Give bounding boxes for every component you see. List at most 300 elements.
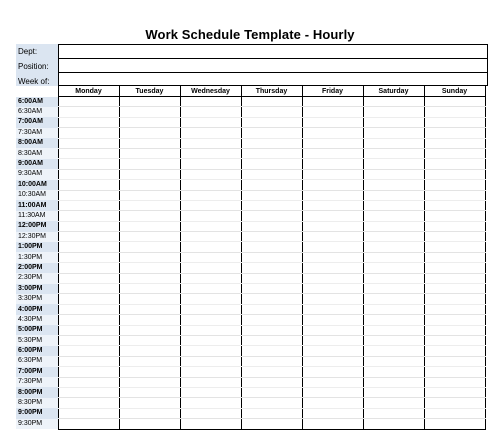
schedule-cell-monday[interactable] — [58, 419, 119, 429]
time-row — [16, 325, 485, 335]
schedule-cell-monday[interactable] — [58, 117, 119, 127]
schedule-cell-sunday[interactable] — [424, 169, 485, 179]
schedule-cell-saturday[interactable] — [363, 263, 424, 273]
schedule-cell-saturday[interactable] — [363, 232, 424, 242]
schedule-cell-sunday[interactable] — [424, 252, 485, 262]
time-row — [16, 128, 485, 138]
schedule-cell-friday[interactable] — [302, 148, 363, 158]
schedule-cell-monday[interactable] — [58, 97, 119, 107]
schedule-cell-sunday[interactable] — [424, 190, 485, 200]
schedule-cell-sunday[interactable] — [424, 232, 485, 242]
schedule-cell-friday[interactable] — [302, 232, 363, 242]
time-label: 6:00AM — [16, 97, 58, 107]
schedule-cell-friday[interactable] — [302, 252, 363, 262]
schedule-cell-sunday[interactable] — [424, 117, 485, 127]
schedule-cell-sunday[interactable] — [424, 211, 485, 221]
schedule-cell-sunday[interactable] — [424, 263, 485, 273]
schedule-cell-friday[interactable] — [302, 346, 363, 356]
time-label: 3:00PM — [16, 284, 58, 294]
schedule-cell-saturday[interactable] — [363, 200, 424, 210]
schedule-cell-wednesday[interactable] — [180, 200, 241, 210]
schedule-cell-wednesday[interactable] — [180, 190, 241, 200]
schedule-cell-tuesday[interactable] — [119, 148, 180, 158]
schedule-cell-monday[interactable] — [58, 169, 119, 179]
time-row — [16, 159, 485, 169]
schedule-cell-thursday[interactable] — [241, 107, 302, 117]
page-title: Work Schedule Template - Hourly — [145, 27, 355, 42]
dept-field[interactable] — [58, 44, 488, 59]
time-label: 7:00PM — [16, 367, 58, 377]
schedule-cell-monday[interactable] — [58, 138, 119, 148]
time-label: 11:30AM — [16, 211, 58, 221]
time-row — [16, 419, 485, 429]
schedule-cell-monday[interactable] — [58, 211, 119, 221]
position-field[interactable] — [58, 58, 488, 73]
schedule-cell-monday[interactable] — [58, 232, 119, 242]
schedule-cell-sunday[interactable] — [424, 221, 485, 231]
schedule-cell-saturday[interactable] — [363, 107, 424, 117]
schedule-cell-sunday[interactable] — [424, 107, 485, 117]
schedule-cell-thursday[interactable] — [241, 304, 302, 314]
schedule-cell-monday[interactable] — [58, 398, 119, 408]
schedule-cell-wednesday[interactable] — [180, 284, 241, 294]
schedule-cell-saturday[interactable] — [363, 242, 424, 252]
schedule-cell-sunday[interactable] — [424, 408, 485, 418]
schedule-cell-monday[interactable] — [58, 346, 119, 356]
schedule-cell-wednesday[interactable] — [180, 138, 241, 148]
schedule-cell-tuesday[interactable] — [119, 315, 180, 325]
time-row — [16, 315, 485, 325]
schedule-cell-wednesday[interactable] — [180, 252, 241, 262]
schedule-cell-friday[interactable] — [302, 97, 363, 107]
schedule-cell-thursday[interactable] — [241, 242, 302, 252]
schedule-cell-friday[interactable] — [302, 284, 363, 294]
schedule-cell-tuesday[interactable] — [119, 169, 180, 179]
time-label: 9:00PM — [16, 408, 58, 418]
schedule-cell-tuesday[interactable] — [119, 346, 180, 356]
time-row — [16, 284, 485, 294]
schedule-cell-wednesday[interactable] — [180, 398, 241, 408]
schedule-cell-friday[interactable] — [302, 367, 363, 377]
schedule-cell-sunday[interactable] — [424, 294, 485, 304]
schedule-cell-thursday[interactable] — [241, 377, 302, 387]
schedule-cell-thursday[interactable] — [241, 180, 302, 190]
schedule-cell-friday[interactable] — [302, 304, 363, 314]
schedule-cell-friday[interactable] — [302, 263, 363, 273]
schedule-cell-friday[interactable] — [302, 315, 363, 325]
time-label: 9:30PM — [16, 419, 58, 429]
dept-label: Dept: — [16, 44, 58, 59]
schedule-cell-monday[interactable] — [58, 252, 119, 262]
schedule-cell-saturday[interactable] — [363, 97, 424, 107]
time-row — [16, 367, 485, 377]
schedule-cell-thursday[interactable] — [241, 128, 302, 138]
schedule-cell-monday[interactable] — [58, 377, 119, 387]
schedule-cell-wednesday[interactable] — [180, 304, 241, 314]
time-label: 6:00PM — [16, 346, 58, 356]
schedule-cell-tuesday[interactable] — [119, 387, 180, 397]
schedule-cell-wednesday[interactable] — [180, 408, 241, 418]
schedule-cell-sunday[interactable] — [424, 128, 485, 138]
schedule-cell-sunday[interactable] — [424, 377, 485, 387]
schedule-cell-tuesday[interactable] — [119, 200, 180, 210]
time-row — [16, 346, 485, 356]
time-label: 8:00PM — [16, 387, 58, 397]
day-header-tuesday: Tuesday — [119, 86, 180, 97]
schedule-cell-saturday[interactable] — [363, 356, 424, 366]
time-label: 2:30PM — [16, 273, 58, 283]
schedule-cell-wednesday[interactable] — [180, 315, 241, 325]
schedule-cell-thursday[interactable] — [241, 221, 302, 231]
schedule-cell-monday[interactable] — [58, 367, 119, 377]
schedule-cell-saturday[interactable] — [363, 325, 424, 335]
schedule-cell-thursday[interactable] — [241, 263, 302, 273]
schedule-cell-wednesday[interactable] — [180, 346, 241, 356]
schedule-cell-friday[interactable] — [302, 169, 363, 179]
schedule-cell-saturday[interactable] — [363, 211, 424, 221]
schedule-cell-monday[interactable] — [58, 128, 119, 138]
schedule-cell-wednesday[interactable] — [180, 97, 241, 107]
time-label: 8:30PM — [16, 398, 58, 408]
time-label: 10:00AM — [16, 180, 58, 190]
schedule-cell-sunday[interactable] — [424, 335, 485, 345]
time-label: 2:00PM — [16, 263, 58, 273]
schedule-cell-tuesday[interactable] — [119, 128, 180, 138]
day-header-friday: Friday — [302, 86, 363, 97]
schedule-cell-tuesday[interactable] — [119, 180, 180, 190]
time-label: 7:00AM — [16, 117, 58, 127]
time-row — [16, 398, 485, 408]
schedule-cell-wednesday[interactable] — [180, 221, 241, 231]
day-header-monday: Monday — [58, 86, 119, 97]
time-label: 10:30AM — [16, 190, 58, 200]
schedule-cell-monday[interactable] — [58, 356, 119, 366]
corner-cell — [16, 86, 58, 97]
schedule-cell-saturday[interactable] — [363, 346, 424, 356]
schedule-cell-thursday[interactable] — [241, 190, 302, 200]
schedule-cell-friday[interactable] — [302, 335, 363, 345]
schedule-cell-tuesday[interactable] — [119, 232, 180, 242]
schedule-cell-saturday[interactable] — [363, 335, 424, 345]
schedule-cell-sunday[interactable] — [424, 304, 485, 314]
schedule-cell-thursday[interactable] — [241, 408, 302, 418]
schedule-cell-tuesday[interactable] — [119, 242, 180, 252]
time-row — [16, 148, 485, 158]
schedule-cell-thursday[interactable] — [241, 252, 302, 262]
time-label: 8:00AM — [16, 138, 58, 148]
time-row — [16, 97, 485, 107]
schedule-cell-thursday[interactable] — [241, 398, 302, 408]
schedule-cell-thursday[interactable] — [241, 419, 302, 429]
schedule-cell-friday[interactable] — [302, 273, 363, 283]
time-row — [16, 138, 485, 148]
schedule-cell-wednesday[interactable] — [180, 117, 241, 127]
schedule-cell-friday[interactable] — [302, 128, 363, 138]
time-label: 6:30AM — [16, 107, 58, 117]
time-row — [16, 304, 485, 314]
schedule-cell-saturday[interactable] — [363, 138, 424, 148]
schedule-cell-tuesday[interactable] — [119, 159, 180, 169]
time-label: 9:30AM — [16, 169, 58, 179]
schedule-cell-wednesday[interactable] — [180, 335, 241, 345]
schedule-cell-friday[interactable] — [302, 325, 363, 335]
time-label: 7:30PM — [16, 377, 58, 387]
schedule-cell-friday[interactable] — [302, 159, 363, 169]
schedule-cell-thursday[interactable] — [241, 159, 302, 169]
schedule-cell-sunday[interactable] — [424, 200, 485, 210]
schedule-cell-tuesday[interactable] — [119, 408, 180, 418]
schedule-cell-sunday[interactable] — [424, 356, 485, 366]
time-row — [16, 294, 485, 304]
schedule-cell-friday[interactable] — [302, 419, 363, 429]
schedule-cell-wednesday[interactable] — [180, 169, 241, 179]
schedule-cell-wednesday[interactable] — [180, 294, 241, 304]
time-row — [16, 200, 485, 210]
schedule-cell-thursday[interactable] — [241, 294, 302, 304]
schedule-cell-friday[interactable] — [302, 408, 363, 418]
time-row — [16, 107, 485, 117]
schedule-cell-friday[interactable] — [302, 221, 363, 231]
schedule-cell-thursday[interactable] — [241, 387, 302, 397]
schedule-cell-sunday[interactable] — [424, 242, 485, 252]
schedule-cell-wednesday[interactable] — [180, 148, 241, 158]
schedule-cell-tuesday[interactable] — [119, 211, 180, 221]
schedule-cell-saturday[interactable] — [363, 304, 424, 314]
schedule-cell-friday[interactable] — [302, 211, 363, 221]
schedule-cell-friday[interactable] — [302, 398, 363, 408]
schedule-cell-monday[interactable] — [58, 408, 119, 418]
schedule-cell-saturday[interactable] — [363, 190, 424, 200]
schedule-cell-thursday[interactable] — [241, 148, 302, 158]
schedule-cell-thursday[interactable] — [241, 315, 302, 325]
schedule-cell-sunday[interactable] — [424, 159, 485, 169]
schedule-cell-tuesday[interactable] — [119, 263, 180, 273]
schedule-cell-tuesday[interactable] — [119, 335, 180, 345]
schedule-cell-saturday[interactable] — [363, 367, 424, 377]
time-label: 1:30PM — [16, 252, 58, 262]
schedule-cell-wednesday[interactable] — [180, 273, 241, 283]
schedule-cell-tuesday[interactable] — [119, 367, 180, 377]
schedule-cell-thursday[interactable] — [241, 232, 302, 242]
schedule-cell-tuesday[interactable] — [119, 356, 180, 366]
time-row — [16, 221, 485, 231]
schedule-cell-thursday[interactable] — [241, 346, 302, 356]
schedule-cell-sunday[interactable] — [424, 180, 485, 190]
schedule-cell-saturday[interactable] — [363, 221, 424, 231]
schedule-cell-monday[interactable] — [58, 221, 119, 231]
schedule-cell-tuesday[interactable] — [119, 221, 180, 231]
schedule-cell-sunday[interactable] — [424, 148, 485, 158]
time-row — [16, 180, 485, 190]
schedule-cell-tuesday[interactable] — [119, 97, 180, 107]
schedule-cell-wednesday[interactable] — [180, 180, 241, 190]
schedule-cell-friday[interactable] — [302, 356, 363, 366]
schedule-cell-tuesday[interactable] — [119, 190, 180, 200]
time-label: 8:30AM — [16, 148, 58, 158]
schedule-cell-wednesday[interactable] — [180, 242, 241, 252]
schedule-cell-monday[interactable] — [58, 107, 119, 117]
schedule-cell-monday[interactable] — [58, 315, 119, 325]
schedule-cell-saturday[interactable] — [363, 128, 424, 138]
time-label: 5:00PM — [16, 325, 58, 335]
schedule-cell-saturday[interactable] — [363, 408, 424, 418]
schedule-cell-thursday[interactable] — [241, 335, 302, 345]
schedule-cell-wednesday[interactable] — [180, 211, 241, 221]
schedule-cell-thursday[interactable] — [241, 356, 302, 366]
schedule-cell-monday[interactable] — [58, 335, 119, 345]
schedule-cell-friday[interactable] — [302, 138, 363, 148]
time-row — [16, 190, 485, 200]
schedule-cell-monday[interactable] — [58, 180, 119, 190]
schedule-cell-sunday[interactable] — [424, 325, 485, 335]
schedule-cell-saturday[interactable] — [363, 159, 424, 169]
schedule-cell-wednesday[interactable] — [180, 419, 241, 429]
schedule-cell-tuesday[interactable] — [119, 107, 180, 117]
time-row — [16, 211, 485, 221]
schedule-cell-monday[interactable] — [58, 284, 119, 294]
schedule-cell-tuesday[interactable] — [119, 117, 180, 127]
schedule-cell-thursday[interactable] — [241, 97, 302, 107]
schedule-cell-monday[interactable] — [58, 148, 119, 158]
schedule-cell-sunday[interactable] — [424, 138, 485, 148]
day-header-saturday: Saturday — [363, 86, 424, 97]
schedule-cell-saturday[interactable] — [363, 377, 424, 387]
schedule-cell-monday[interactable] — [58, 242, 119, 252]
schedule-cell-saturday[interactable] — [363, 398, 424, 408]
time-label: 12:30PM — [16, 232, 58, 242]
schedule-cell-friday[interactable] — [302, 200, 363, 210]
schedule-cell-thursday[interactable] — [241, 325, 302, 335]
time-row — [16, 377, 485, 387]
schedule-cell-monday[interactable] — [58, 273, 119, 283]
schedule-cell-saturday[interactable] — [363, 284, 424, 294]
schedule-cell-sunday[interactable] — [424, 398, 485, 408]
schedule-cell-saturday[interactable] — [363, 169, 424, 179]
time-row — [16, 169, 485, 179]
schedule-cell-sunday[interactable] — [424, 419, 485, 429]
schedule-cell-tuesday[interactable] — [119, 398, 180, 408]
schedule-cell-wednesday[interactable] — [180, 367, 241, 377]
schedule-cell-thursday[interactable] — [241, 273, 302, 283]
position-label: Position: — [16, 59, 58, 74]
time-label: 7:30AM — [16, 128, 58, 138]
schedule-cell-wednesday[interactable] — [180, 159, 241, 169]
schedule-cell-saturday[interactable] — [363, 117, 424, 127]
schedule-cell-monday[interactable] — [58, 263, 119, 273]
schedule-cell-friday[interactable] — [302, 107, 363, 117]
schedule-cell-sunday[interactable] — [424, 387, 485, 397]
schedule-cell-friday[interactable] — [302, 117, 363, 127]
schedule-cell-thursday[interactable] — [241, 138, 302, 148]
schedule-cell-tuesday[interactable] — [119, 419, 180, 429]
time-row — [16, 408, 485, 418]
schedule-cell-wednesday[interactable] — [180, 128, 241, 138]
schedule-cell-thursday[interactable] — [241, 200, 302, 210]
schedule-cell-saturday[interactable] — [363, 180, 424, 190]
time-label: 4:30PM — [16, 315, 58, 325]
schedule-cell-thursday[interactable] — [241, 284, 302, 294]
schedule-cell-monday[interactable] — [58, 294, 119, 304]
schedule-cell-monday[interactable] — [58, 325, 119, 335]
schedule-cell-saturday[interactable] — [363, 387, 424, 397]
schedule-cell-saturday[interactable] — [363, 315, 424, 325]
week-of-label: Week of: — [16, 74, 58, 89]
schedule-cell-tuesday[interactable] — [119, 252, 180, 262]
schedule-cell-friday[interactable] — [302, 387, 363, 397]
time-row — [16, 356, 485, 366]
schedule-cell-tuesday[interactable] — [119, 138, 180, 148]
schedule-cell-tuesday[interactable] — [119, 273, 180, 283]
schedule-cell-sunday[interactable] — [424, 97, 485, 107]
time-label: 11:00AM — [16, 200, 58, 210]
schedule-cell-thursday[interactable] — [241, 211, 302, 221]
day-header-row — [16, 86, 485, 97]
schedule-cell-monday[interactable] — [58, 190, 119, 200]
schedule-cell-wednesday[interactable] — [180, 325, 241, 335]
day-header-thursday: Thursday — [241, 86, 302, 97]
schedule-cell-friday[interactable] — [302, 294, 363, 304]
schedule-cell-sunday[interactable] — [424, 346, 485, 356]
schedule-cell-saturday[interactable] — [363, 419, 424, 429]
schedule-cell-saturday[interactable] — [363, 294, 424, 304]
schedule-cell-friday[interactable] — [302, 242, 363, 252]
schedule-cell-monday[interactable] — [58, 387, 119, 397]
schedule-cell-tuesday[interactable] — [119, 294, 180, 304]
time-label: 5:30PM — [16, 335, 58, 345]
schedule-cell-saturday[interactable] — [363, 273, 424, 283]
schedule-grid — [16, 85, 486, 430]
time-label: 6:30PM — [16, 356, 58, 366]
schedule-cell-monday[interactable] — [58, 304, 119, 314]
schedule-cell-wednesday[interactable] — [180, 377, 241, 387]
week-of-field[interactable] — [58, 72, 488, 86]
schedule-cell-saturday[interactable] — [363, 148, 424, 158]
schedule-cell-tuesday[interactable] — [119, 284, 180, 294]
schedule-cell-friday[interactable] — [302, 190, 363, 200]
schedule-cell-tuesday[interactable] — [119, 304, 180, 314]
schedule-cell-monday[interactable] — [58, 159, 119, 169]
schedule-cell-tuesday[interactable] — [119, 325, 180, 335]
schedule-cell-saturday[interactable] — [363, 252, 424, 262]
time-label: 3:30PM — [16, 294, 58, 304]
time-row — [16, 273, 485, 283]
time-label: 1:00PM — [16, 242, 58, 252]
schedule-cell-friday[interactable] — [302, 377, 363, 387]
schedule-cell-monday[interactable] — [58, 200, 119, 210]
time-label: 12:00PM — [16, 221, 58, 231]
time-row — [16, 387, 485, 397]
schedule-cell-thursday[interactable] — [241, 169, 302, 179]
schedule-cell-sunday[interactable] — [424, 315, 485, 325]
day-header-wednesday: Wednesday — [180, 86, 241, 97]
time-row — [16, 252, 485, 262]
schedule-cell-wednesday[interactable] — [180, 387, 241, 397]
schedule-cell-wednesday[interactable] — [180, 263, 241, 273]
schedule-cell-wednesday[interactable] — [180, 107, 241, 117]
schedule-cell-friday[interactable] — [302, 180, 363, 190]
schedule-cell-wednesday[interactable] — [180, 232, 241, 242]
time-label: 4:00PM — [16, 304, 58, 314]
schedule-cell-tuesday[interactable] — [119, 377, 180, 387]
schedule-cell-wednesday[interactable] — [180, 356, 241, 366]
schedule-cell-sunday[interactable] — [424, 273, 485, 283]
schedule-cell-thursday[interactable] — [241, 117, 302, 127]
time-label: 9:00AM — [16, 159, 58, 169]
schedule-cell-sunday[interactable] — [424, 367, 485, 377]
schedule-cell-thursday[interactable] — [241, 367, 302, 377]
schedule-cell-sunday[interactable] — [424, 284, 485, 294]
time-row — [16, 335, 485, 345]
